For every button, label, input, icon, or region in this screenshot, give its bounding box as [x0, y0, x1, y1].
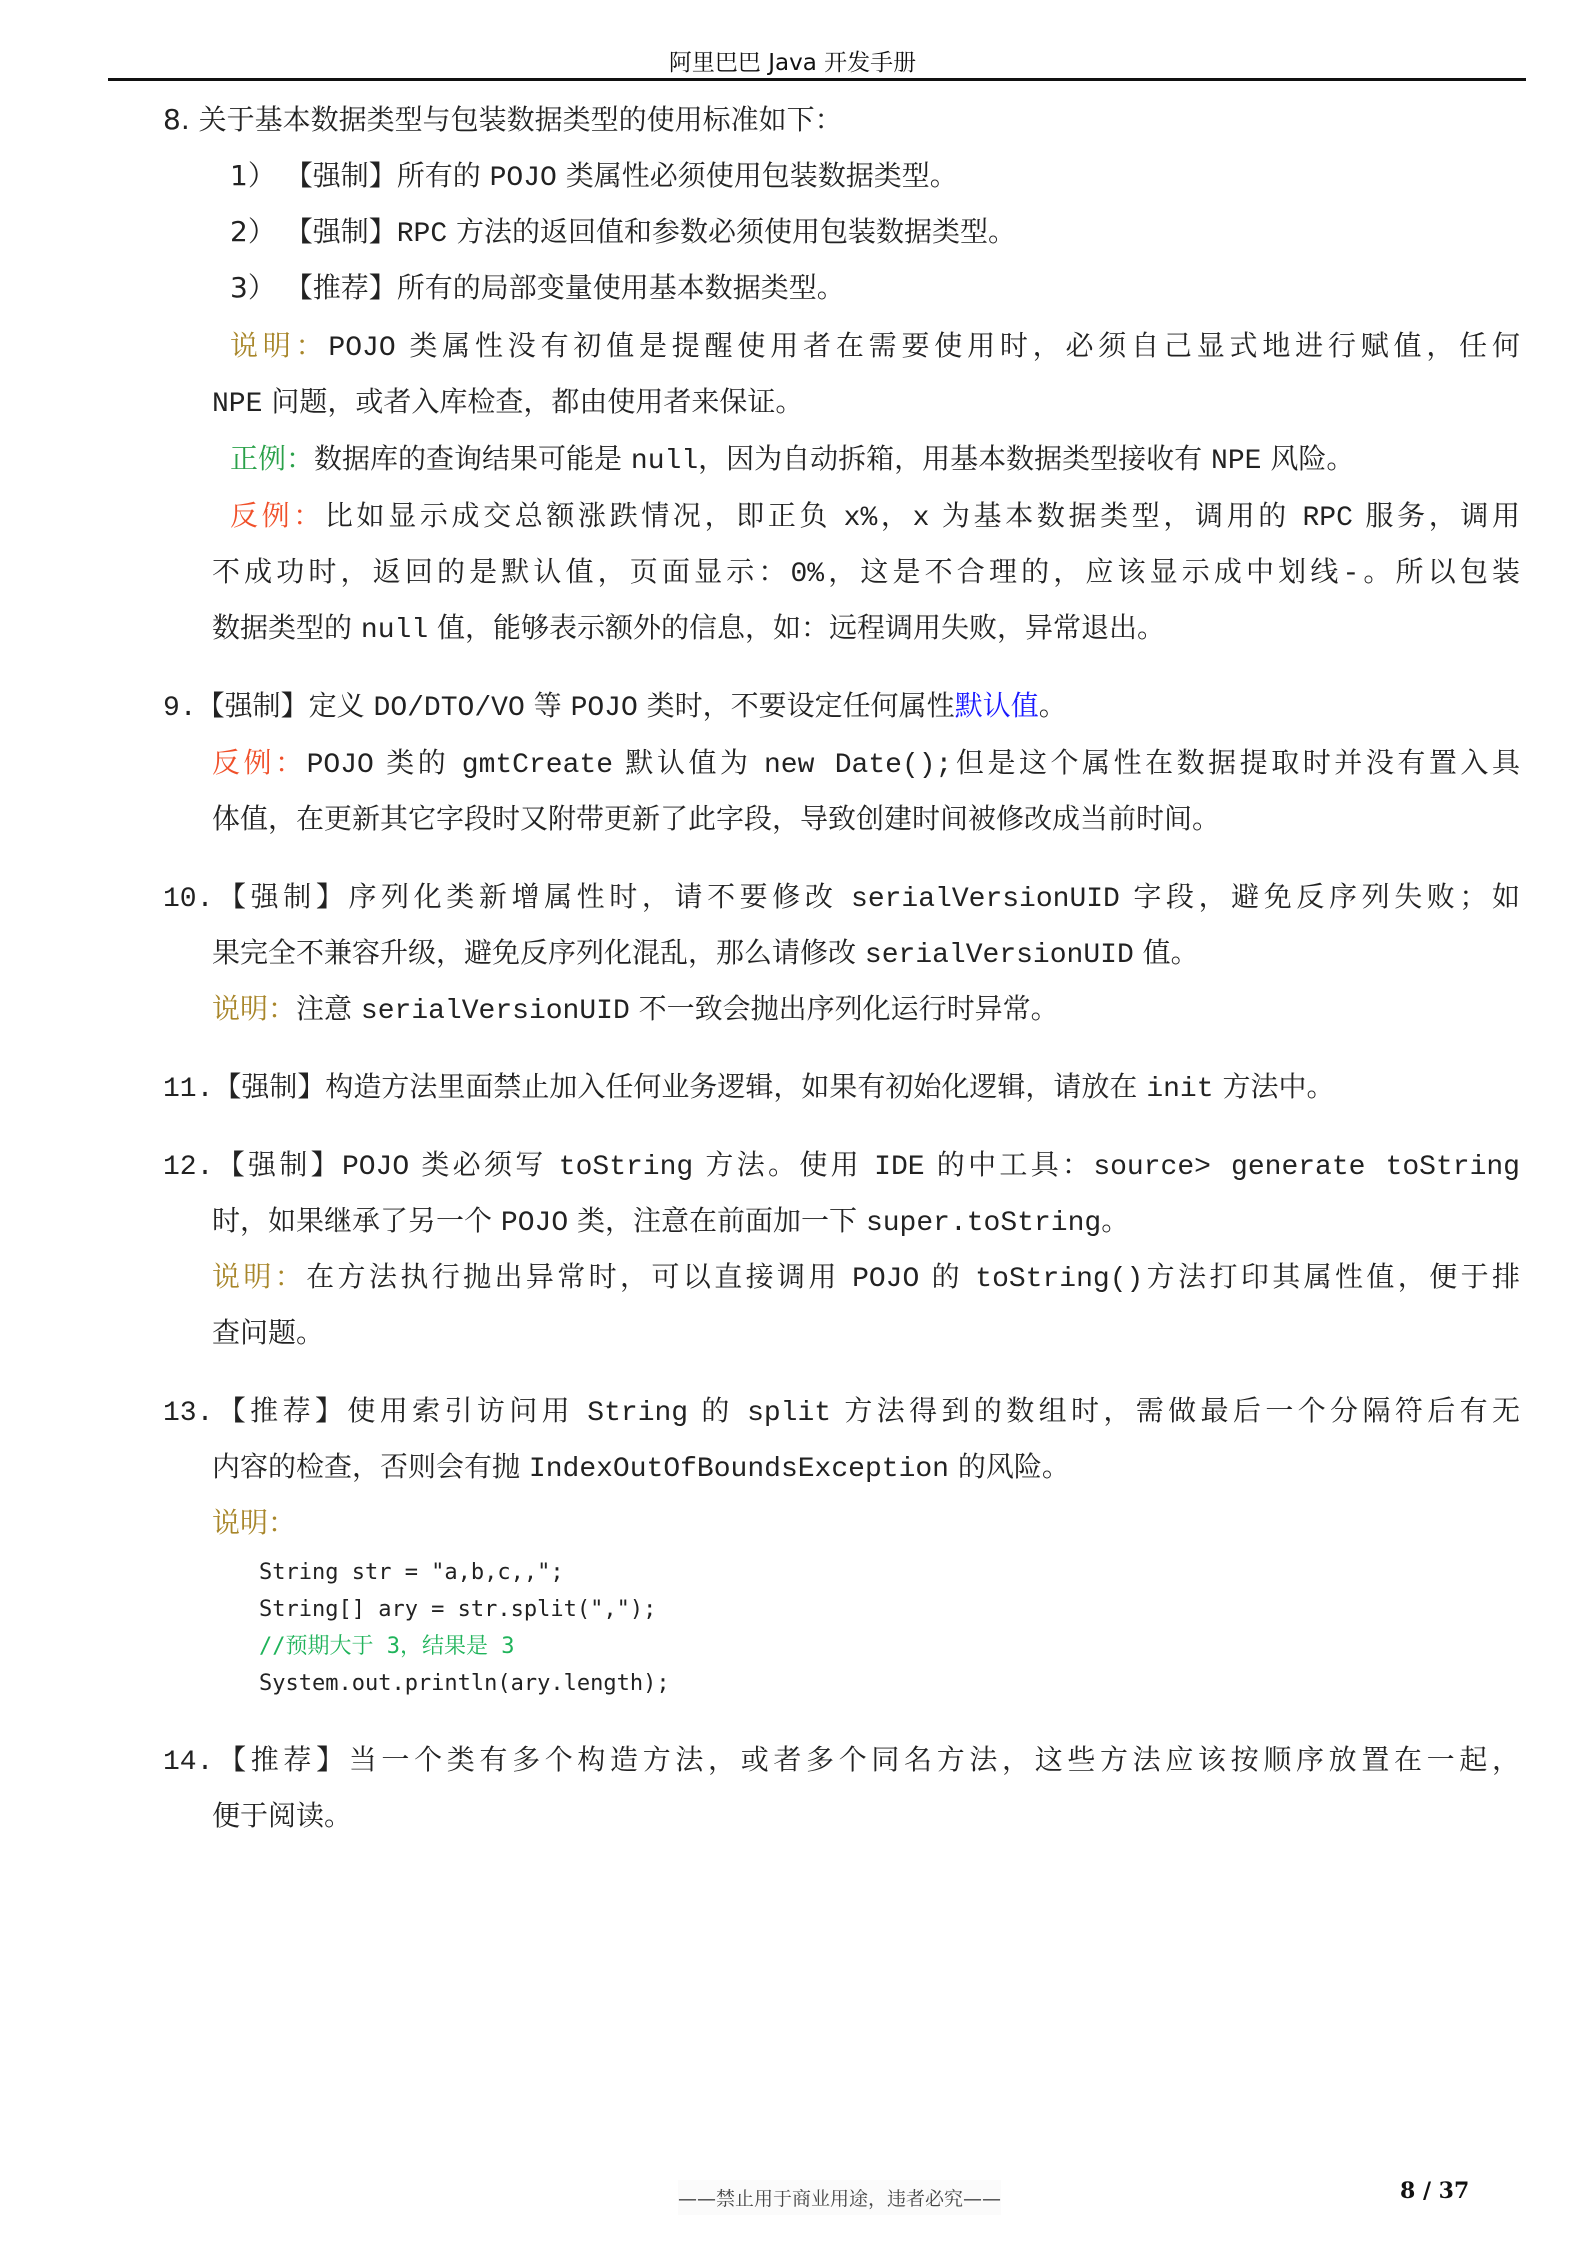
text-line — [212, 989, 1059, 1032]
text: 方法。使用 — [693, 1148, 875, 1181]
text: 【推荐】使用索引访问用 — [213, 1394, 588, 1427]
code-text: NPE — [212, 389, 263, 420]
code-text: POJO — [500, 1208, 569, 1239]
code-text: IDE — [874, 1152, 925, 1183]
code-text: RPC — [1302, 503, 1353, 534]
text-line — [163, 1145, 1520, 1188]
negative-example-label: 反例： — [212, 746, 307, 779]
code-text: String — [587, 1398, 689, 1429]
code-text: NPE — [1211, 446, 1262, 477]
code-text: new Date(); — [764, 750, 953, 781]
text-line — [163, 1391, 1520, 1434]
text-line — [212, 799, 1220, 839]
text: 风险。 — [1261, 442, 1355, 475]
text-line — [163, 100, 843, 140]
code-text: RPC — [396, 219, 448, 250]
text: ， — [877, 499, 913, 532]
text-line — [212, 1447, 1070, 1490]
text: 2） 【强制】 — [230, 215, 397, 248]
code-text: POJO — [328, 333, 396, 364]
text: 值。 — [1133, 936, 1199, 969]
text-line — [212, 933, 1199, 976]
text: 不一致会抛出序列化运行时异常。 — [629, 992, 1059, 1025]
text: 数据库的查询结果可能是 — [314, 442, 631, 475]
text: 方法中。 — [1213, 1070, 1335, 1103]
text: 注意 — [296, 992, 361, 1025]
link[interactable]: 默认值 — [954, 689, 1039, 722]
code-text: 13. — [163, 1398, 214, 1429]
code-text: serialVersionUID — [864, 940, 1134, 971]
text: 等 — [524, 689, 571, 722]
text: 【推荐】当一个类有多个构造方法，或者多个同名方法，这些方法应该按顺序放置在一起， — [213, 1743, 1520, 1776]
text: 值，能够表示额外的信息，如：远程调用失败，异常退出。 — [428, 611, 1166, 644]
code-line: System.out.println(ary.length); — [259, 1671, 670, 1696]
text: 类，注意在前面加一下 — [568, 1204, 866, 1237]
text-line — [230, 496, 1520, 539]
text: 的风险。 — [948, 1450, 1070, 1483]
code-text: 14. — [163, 1747, 214, 1778]
text-line — [230, 439, 1354, 482]
code-text: null — [360, 615, 429, 646]
text-line — [212, 743, 1520, 786]
page-header-title: 阿里巴巴 Java 开发手册 — [668, 50, 917, 76]
text: 方法打印其属性值，便于排 — [1143, 1260, 1520, 1293]
text-line — [230, 326, 1520, 369]
text: 。 — [1101, 1204, 1130, 1237]
code-text: source> generate toString — [1093, 1152, 1520, 1183]
note-label: 说明： — [230, 329, 329, 362]
text: 为基本数据类型，调用的 — [929, 499, 1303, 532]
text: 【强制】构造方法里面禁止加入任何业务逻辑，如果有初始化逻辑，请放在 — [213, 1070, 1147, 1103]
text-line — [163, 686, 1067, 729]
code-text: 12. — [163, 1152, 214, 1183]
code-text: split — [747, 1398, 832, 1429]
text: 方法得到的数组时，需做最后一个分隔符后有无 — [831, 1394, 1520, 1427]
text-line — [212, 1257, 1520, 1300]
text-line — [212, 1503, 296, 1543]
text-line — [230, 156, 958, 199]
text: 服务，调用 — [1352, 499, 1520, 532]
text: 类属性没有初值是提醒使用者在需要使用时，必须自己显式地进行赋值，任何 — [395, 329, 1520, 362]
code-text: POJO — [306, 750, 374, 781]
code-text: DO/DTO/VO — [373, 693, 525, 724]
text: 便于阅读。 — [212, 1799, 353, 1832]
text: 类的 — [373, 746, 462, 779]
text-line — [230, 268, 845, 308]
text: 时，如果继承了另一个 — [212, 1204, 501, 1237]
code-text: x — [912, 503, 930, 534]
text-line — [212, 1201, 1129, 1244]
note-label: 说明： — [212, 1506, 297, 1539]
code-text: 0% — [790, 559, 825, 590]
text: 3） 【推荐】所有的局部变量使用基本数据类型。 — [230, 271, 845, 304]
text: 8. 关于基本数据类型与包装数据类型的使用标准如下： — [163, 103, 843, 136]
text: 类时，不要设定任何属性 — [637, 689, 955, 722]
text: 1） 【强制】所有的 — [230, 159, 490, 192]
code-text: null — [630, 446, 699, 477]
note-label: 说明： — [212, 992, 297, 1025]
text: 。所以包装 — [1359, 555, 1520, 588]
text: 字段，避免反序列失败；如 — [1119, 880, 1521, 913]
text: 果完全不兼容升级，避免反序列化混乱，那么请修改 — [212, 936, 865, 969]
text: 内容的检查，否则会有抛 — [212, 1450, 529, 1483]
code-text: serialVersionUID — [360, 996, 630, 1027]
text: 的 — [919, 1260, 976, 1293]
code-text: toString() — [975, 1264, 1144, 1295]
text: 。 — [1038, 689, 1067, 722]
text: 数据类型的 — [212, 611, 361, 644]
code-text: super.toString — [865, 1208, 1102, 1239]
code-text: 10. — [163, 884, 214, 915]
code-text: 11. — [163, 1074, 214, 1105]
code-text: gmtCreate — [461, 750, 613, 781]
code-line: String[] ary = str.split(","); — [259, 1597, 657, 1622]
text: 问题，或者入库检查，都由使用者来保证。 — [262, 385, 804, 418]
text: 默认值为 — [613, 746, 764, 779]
text-line — [212, 1313, 324, 1353]
code-text: toString — [558, 1152, 694, 1183]
code-text: - — [1342, 559, 1360, 590]
code-text: POJO — [341, 1152, 410, 1183]
text: 类属性必须使用包装数据类型。 — [556, 159, 958, 192]
footer-notice: ——禁止用于商业用途，违者必究—— — [678, 2180, 1001, 2215]
code-text: serialVersionUID — [851, 884, 1120, 915]
text: 【强制】 — [213, 1148, 342, 1181]
positive-example-label: 正例： — [230, 442, 315, 475]
text: ，因为自动拆箱，用基本数据类型接收有 — [698, 442, 1212, 475]
text-line — [163, 1740, 1520, 1783]
page-number: 8 / 37 — [1400, 2178, 1470, 2204]
note-label: 说明： — [212, 1260, 307, 1293]
text-line — [163, 1067, 1334, 1110]
text: 但是这个属性在数据提取时并没有置入具 — [952, 746, 1520, 779]
text-line — [212, 608, 1165, 651]
code-comment: //预期大于 3，结果是 3 — [259, 1634, 515, 1659]
text: 查问题。 — [212, 1316, 325, 1349]
code-text: 9. — [163, 693, 197, 724]
negative-example-label: 反例： — [230, 499, 325, 532]
code-text: POJO — [489, 163, 557, 194]
text: ，这是不合理的，应该显示成中划线 — [824, 555, 1343, 588]
code-text: x% — [843, 503, 878, 534]
text: 的中工具： — [924, 1148, 1094, 1181]
text: 不成功时，返回的是默认值，页面显示： — [212, 555, 791, 588]
text: 类必须写 — [409, 1148, 559, 1181]
text: 方法的返回值和参数必须使用包装数据类型。 — [447, 215, 1017, 248]
text-line — [212, 382, 803, 425]
text-line — [163, 877, 1520, 920]
code-line: String str = "a,b,c,,"; — [259, 1560, 564, 1585]
code-text: POJO — [852, 1264, 920, 1295]
text: 比如显示成交总额涨跌情况，即正负 — [324, 499, 844, 532]
text: 【强制】序列化类新增属性时，请不要修改 — [213, 880, 852, 913]
code-text: init — [1146, 1074, 1214, 1105]
header-divider — [108, 78, 1526, 81]
text: 体值，在更新其它字段时又附带更新了此字段，导致创建时间被修改成当前时间。 — [212, 802, 1221, 835]
text-line — [212, 1796, 352, 1836]
text-line — [212, 552, 1520, 595]
text: 在方法执行抛出异常时，可以直接调用 — [306, 1260, 853, 1293]
text: 【强制】定义 — [196, 689, 374, 722]
code-text: POJO — [570, 693, 638, 724]
code-text: IndexOutOfBoundsException — [528, 1454, 949, 1485]
text: 的 — [688, 1394, 748, 1427]
text-line — [230, 212, 1016, 255]
